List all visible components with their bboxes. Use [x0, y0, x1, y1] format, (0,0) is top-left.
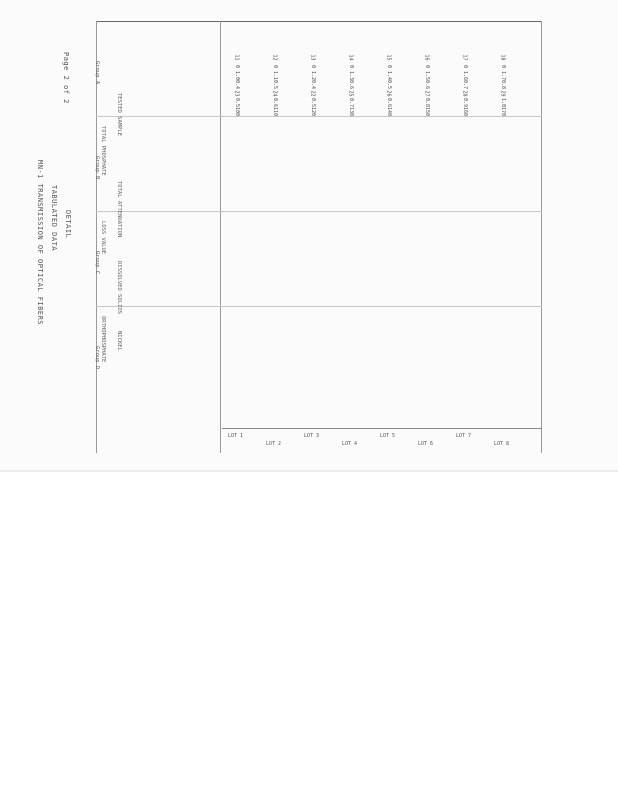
data-cell: 130 [348, 106, 354, 117]
document-title-line-1: MN-1 TRANSMISSION OF OPTICAL FIBERS [36, 160, 44, 326]
data-cell: 0 [499, 64, 506, 69]
table-border-left [96, 21, 97, 453]
data-cell: 1.7 [500, 70, 506, 81]
data-cell: 0.9 [462, 97, 468, 108]
data-cell: 0.4 [234, 79, 240, 90]
data-cell: 150 [424, 106, 430, 117]
data-cell: 14 [348, 54, 354, 61]
group-header-a: Group A [94, 61, 100, 85]
data-cell: 0 [347, 64, 354, 69]
corner-label: Page 2 of 2 [62, 52, 70, 104]
group-header-c: Group C [94, 251, 100, 275]
data-cell: 1.0 [234, 70, 240, 81]
data-cell: 120 [310, 106, 316, 117]
data-cell: 26 [386, 90, 392, 97]
column-header-7: ORTHOPHOSPHATE [100, 316, 106, 363]
data-column [498, 53, 507, 116]
data-cell: 0.7 [348, 97, 354, 108]
group-header-d: Group D [94, 346, 100, 370]
table-divider [220, 21, 221, 453]
data-cell: 0.4 [310, 79, 316, 90]
data-cell: 1.0 [500, 97, 506, 108]
data-cell: 22 [310, 90, 316, 97]
data-cell: 27 [424, 90, 430, 97]
lot-label: LOT 6 [418, 441, 434, 447]
data-cell: 23 [234, 90, 240, 97]
data-cell: 17 [462, 54, 468, 61]
lot-label: LOT 3 [304, 433, 320, 439]
data-cell: 0.7 [462, 79, 468, 90]
data-column [232, 53, 241, 116]
data-cell: 140 [386, 106, 392, 117]
data-cell: 1.6 [462, 70, 468, 81]
data-cell: 15 [386, 54, 392, 61]
data-cell: 0.5 [272, 79, 278, 90]
data-cell: 1.4 [386, 70, 392, 81]
lot-label-strip [222, 428, 542, 454]
lot-label: LOT 2 [266, 441, 282, 447]
data-cell: 0 [271, 64, 278, 69]
data-cell: 1.5 [424, 70, 430, 81]
data-column [270, 53, 279, 116]
data-cell: 28 [462, 90, 468, 97]
column-header-4: NICKEL [116, 331, 122, 351]
column-header-6: LOSS VALUE [100, 221, 106, 255]
data-cell: 0.6 [386, 97, 392, 108]
data-cell: 0 [423, 64, 430, 69]
lot-label: LOT 1 [228, 433, 244, 439]
document-title-line-3: DETAIL [64, 210, 72, 239]
data-cell: 0 [233, 64, 240, 69]
data-cell: 0.6 [348, 79, 354, 90]
scan-edge [0, 470, 618, 472]
data-cell: 1.1 [272, 70, 278, 81]
data-cell: 170 [500, 106, 506, 117]
data-cell: 0 [385, 64, 392, 69]
lot-label: LOT 8 [494, 441, 510, 447]
data-cell: 0.8 [424, 97, 430, 108]
data-column [422, 53, 431, 116]
group-header-b: Group B [94, 156, 100, 180]
lot-label: LOT 7 [456, 433, 472, 439]
data-column [384, 53, 393, 116]
data-cell: 100 [234, 106, 240, 117]
data-cell: 13 [310, 54, 316, 61]
data-cell: 11 [234, 54, 240, 61]
data-cell: 160 [462, 106, 468, 117]
column-header-2: TOTAL ATTENUATION [116, 181, 122, 238]
data-cell: 0.6 [272, 97, 278, 108]
column-header-5: TOTAL PHOSPHATE [100, 126, 106, 176]
column-header-1: TESTED SAMPLE [116, 93, 122, 137]
data-cell: 0 [461, 64, 468, 69]
column-header-3: DISSOLVED SOLIDS [116, 261, 122, 314]
data-cell: 0.6 [424, 79, 430, 90]
data-cell: 0 [309, 64, 316, 69]
data-cell: 0.5 [310, 97, 316, 108]
data-cell: 29 [500, 90, 506, 97]
data-cell: 16 [424, 54, 430, 61]
data-cell: 1.3 [348, 70, 354, 81]
data-cell: 24 [272, 90, 278, 97]
data-cell: 25 [348, 90, 354, 97]
data-cell: 0.5 [386, 79, 392, 90]
document-title-line-2: TABULATED DATA [50, 185, 58, 252]
lot-label: LOT 4 [342, 441, 358, 447]
group-divider-3 [96, 306, 542, 307]
data-column [308, 53, 317, 116]
data-cell: 18 [500, 54, 506, 61]
data-cell: 0.8 [500, 79, 506, 90]
data-table [96, 21, 542, 453]
group-divider-2 [96, 211, 542, 212]
data-column [346, 53, 355, 116]
data-cell: 0.5 [234, 97, 240, 108]
data-cell: 110 [272, 106, 278, 117]
table-border-right [541, 21, 542, 453]
data-column [460, 53, 469, 116]
lot-label: LOT 5 [380, 433, 396, 439]
group-divider-1 [96, 116, 542, 117]
data-cell: 12 [272, 54, 278, 61]
data-cell: 1.2 [310, 70, 316, 81]
